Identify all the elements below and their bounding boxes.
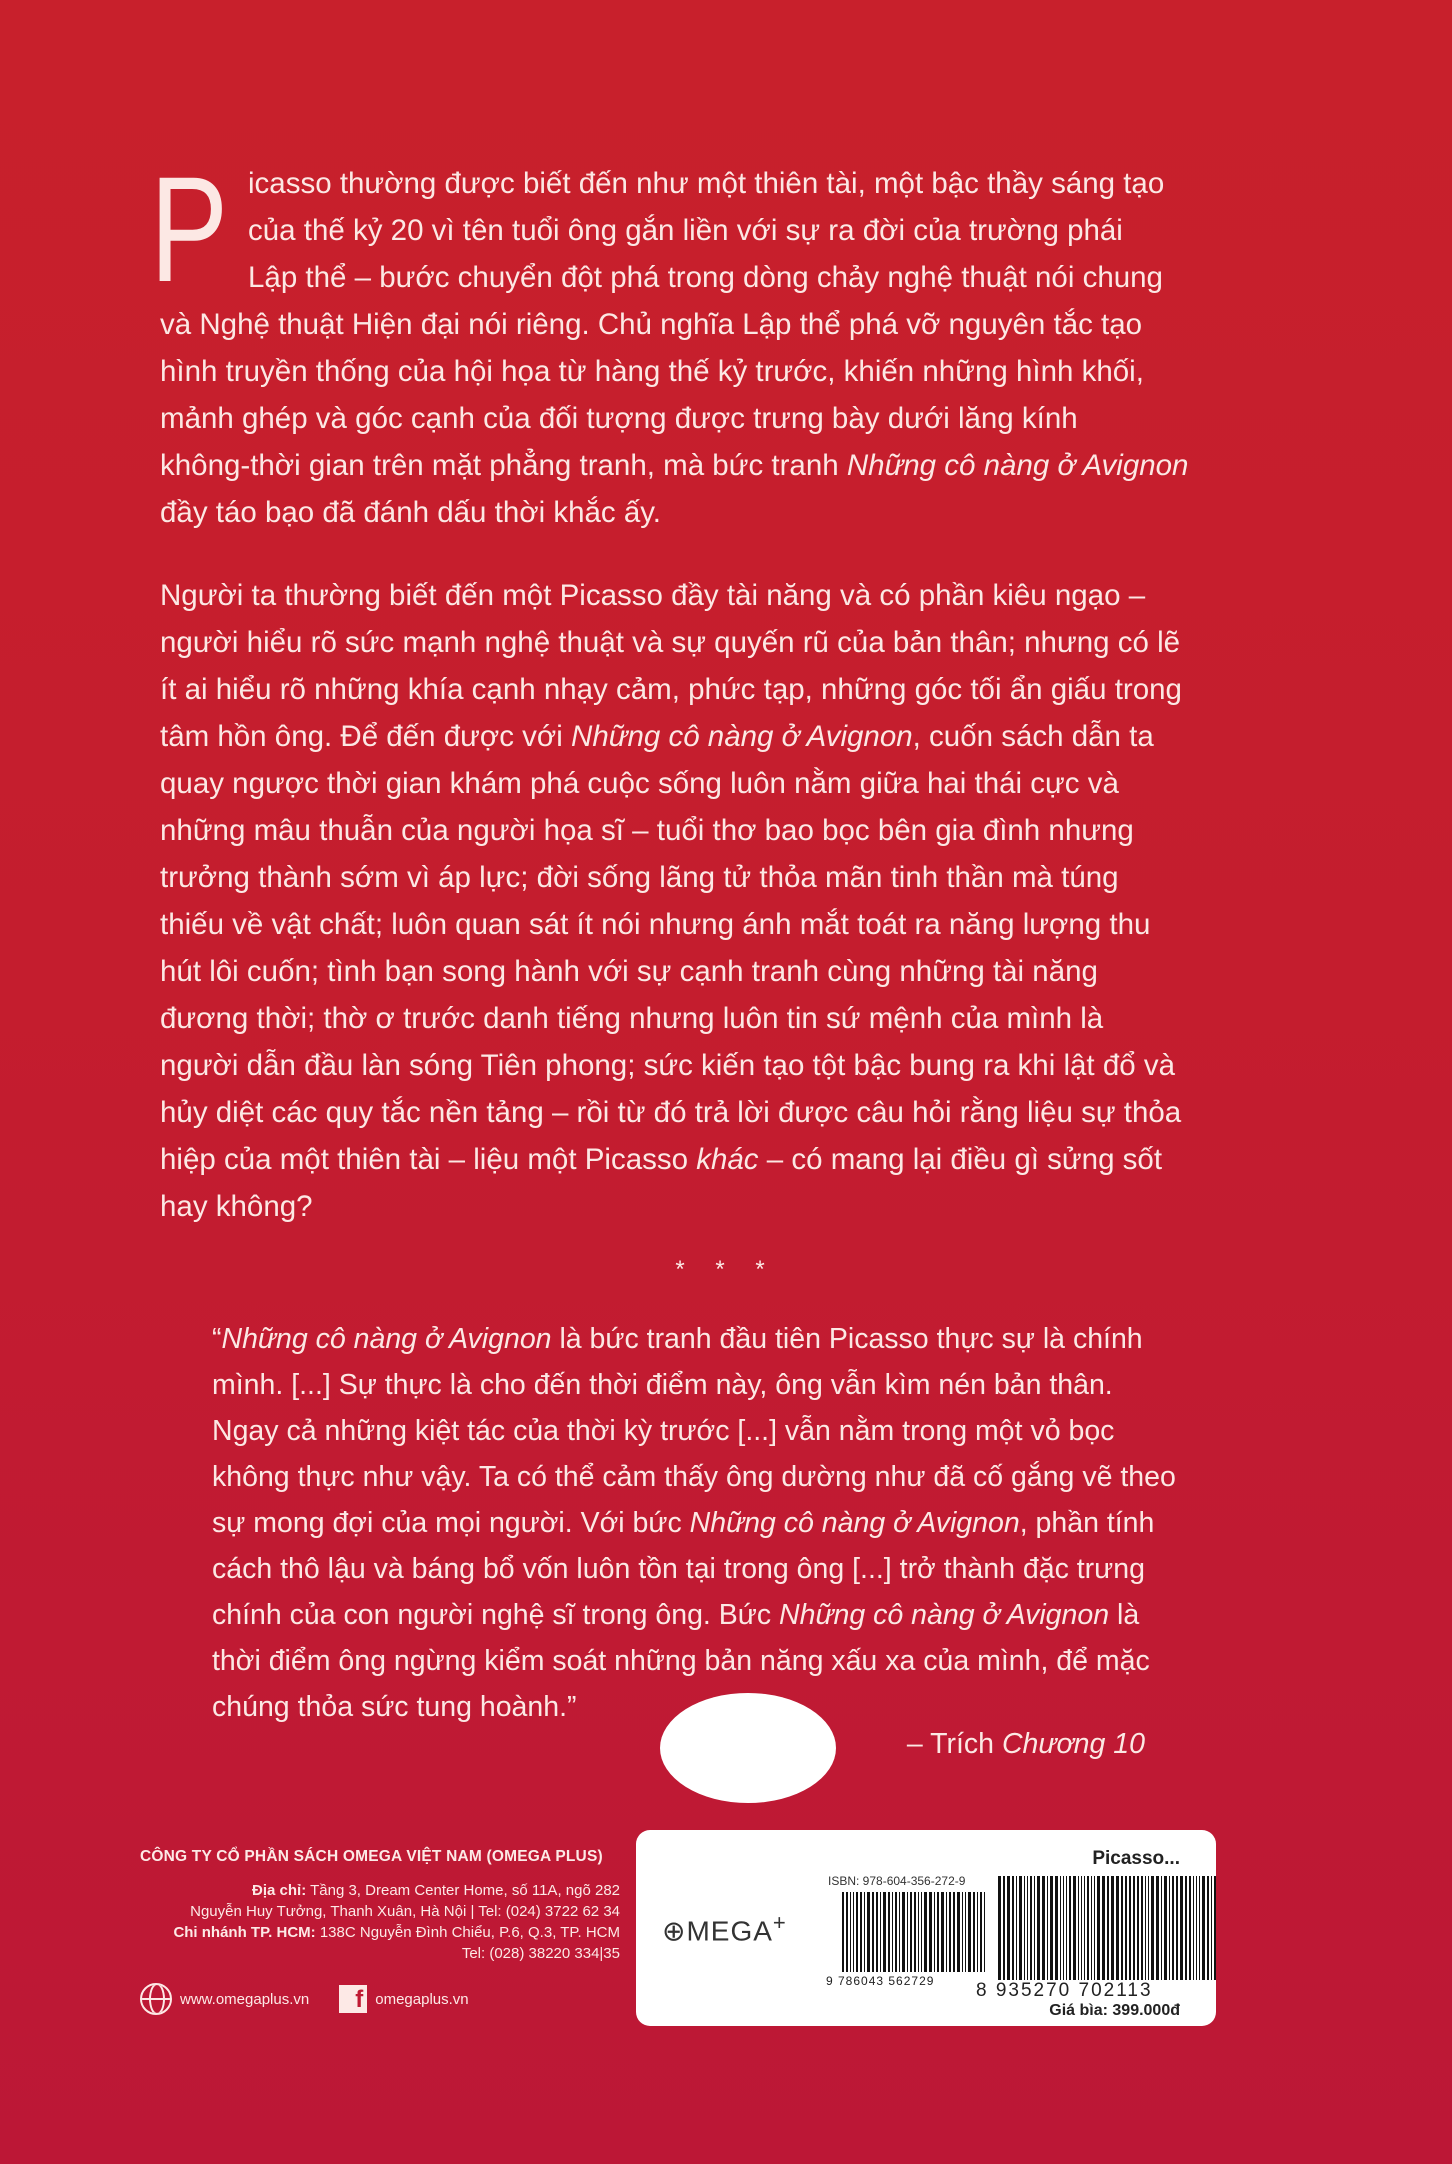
facebook-link[interactable]: omegaplus.vn bbox=[375, 1990, 469, 2008]
barcode-bar bbox=[953, 1892, 955, 1972]
text-line: trưởng thành sớm vì áp lực; đời sống lãng tử thỏa mãn tinh thần mà túng bbox=[160, 861, 1119, 894]
barcode-bar bbox=[899, 1892, 900, 1972]
barcode-bar bbox=[1073, 1876, 1076, 1980]
publisher-name: CÔNG TY CỔ PHẦN SÁCH OMEGA VIỆT NAM (OMEGA PLUS) bbox=[140, 1848, 603, 1865]
barcode-bar bbox=[1019, 1876, 1022, 1980]
barcode-bar bbox=[1097, 1876, 1100, 1980]
barcode-bar bbox=[1111, 1876, 1114, 1980]
barcode-bar bbox=[853, 1892, 854, 1972]
barcode-bar bbox=[1034, 1876, 1035, 1980]
intro-paragraph bbox=[160, 160, 1208, 536]
text-line: và Nghệ thuật Hiện đại nói riêng. Chủ nghĩa Lập thể phá vỡ nguyên tắc tạo bbox=[160, 308, 1143, 341]
sticker-oval bbox=[660, 1693, 836, 1803]
barcode-bar bbox=[968, 1892, 971, 1972]
barcode-bar bbox=[895, 1892, 897, 1972]
barcode-bar bbox=[880, 1892, 881, 1972]
painting-title: Những cô nàng ở Avignon bbox=[571, 720, 913, 753]
barcode-bar bbox=[1185, 1876, 1187, 1980]
text-line: đương thời; thờ ơ trước danh tiếng nhưng luôn tin sứ mệnh của mình là bbox=[160, 1002, 1104, 1035]
barcode-bar bbox=[1156, 1876, 1159, 1980]
barcode-bar bbox=[1129, 1876, 1131, 1980]
barcode-bar bbox=[1164, 1876, 1167, 1980]
text-line: quay ngược thời gian khám phá cuộc sống luôn nằm giữa hai thái cực và bbox=[160, 767, 1119, 800]
barcode-bar bbox=[1193, 1876, 1194, 1980]
barcode-bar bbox=[965, 1892, 966, 1972]
drop-cap: P bbox=[150, 145, 229, 313]
barcode-bar bbox=[973, 1892, 975, 1972]
barcode-bar bbox=[1066, 1876, 1067, 1980]
barcode-bar bbox=[998, 1876, 1001, 1980]
barcode-bar bbox=[1141, 1876, 1143, 1980]
barcode-bar bbox=[946, 1892, 947, 1972]
barcode-bar bbox=[1094, 1876, 1095, 1980]
isbn-label: ISBN: 978-604-356-272-9 bbox=[828, 1874, 966, 1888]
barcode-bar bbox=[1172, 1876, 1174, 1980]
barcode-bar bbox=[892, 1892, 893, 1972]
barcode-bar bbox=[1211, 1876, 1212, 1980]
text-line: người hiểu rõ sức mạnh nghệ thuật và sự quyến rũ của bản thân; nhưng có lẽ bbox=[160, 626, 1181, 659]
text-line: những mâu thuẫn của người họa sĩ – tuổi thơ bao bọc bên gia đình nhưng bbox=[160, 814, 1134, 847]
text-line: Ngay cả những kiệt tác của thời kỳ trước [...] vẫn nằm trong một vỏ bọc bbox=[212, 1415, 1115, 1447]
barcode-bar bbox=[1055, 1876, 1058, 1980]
barcode-bar bbox=[1024, 1876, 1025, 1980]
book-title: Picasso... bbox=[1092, 1848, 1180, 1869]
text-line: “Những cô nàng ở Avignon là bức tranh đầu tiên Picasso thực sự là chính bbox=[212, 1323, 1143, 1355]
barcode-bar bbox=[1116, 1876, 1119, 1980]
barcode-bar bbox=[1145, 1876, 1146, 1980]
text-line: Lập thể – bước chuyển đột phá trong dòng chảy nghệ thuật nói chung bbox=[248, 261, 1163, 294]
barcode-bar bbox=[1047, 1876, 1048, 1980]
barcode-bar bbox=[1081, 1876, 1082, 1980]
barcode-bar bbox=[918, 1892, 919, 1972]
barcode-bar bbox=[846, 1892, 848, 1972]
quote-block bbox=[212, 1316, 1176, 1730]
isbn-barcode bbox=[842, 1892, 987, 1972]
barcode-bar bbox=[914, 1892, 916, 1972]
barcode-bar bbox=[1078, 1876, 1079, 1980]
barcode-bar bbox=[1137, 1876, 1139, 1980]
barcode-bar bbox=[1121, 1876, 1123, 1980]
publisher-links bbox=[140, 1982, 620, 2016]
price-label: Giá bìa: 399.000đ bbox=[1049, 2002, 1180, 2019]
barcode-bar bbox=[1151, 1876, 1154, 1980]
barcode-bar bbox=[949, 1892, 951, 1972]
barcode-bar bbox=[888, 1892, 890, 1972]
barcode-bar bbox=[860, 1892, 862, 1972]
publisher-address: Địa chỉ: Tầng 3, Dream Center Home, số 11A, ngõ 282 Nguyễn Huy Tưởng, Thanh Xuân, Hà Nội | Tel: (024) 3722 62 34 Chi nhánh TP. HCM: 138C Nguyễn Đình Chiểu, P.6, Q.3, TP. HCM Tel: (028) 38220 334|35 bbox=[173, 1882, 620, 1962]
text-line: của thế kỷ 20 vì tên tuổi ông gắn liền với sự ra đời của trường phái bbox=[248, 214, 1123, 247]
text-line: người dẫn đầu làn sóng Tiên phong; sức kiến tạo tột bậc bung ra khi lật đổ và bbox=[160, 1049, 1175, 1082]
barcode-bar bbox=[1107, 1876, 1109, 1980]
text-line: hình truyền thống của hội họa từ hàng thế kỷ trước, khiến những hình khối, bbox=[160, 355, 1144, 388]
barcode-bar bbox=[883, 1892, 886, 1972]
barcode-panel bbox=[636, 1830, 1216, 2026]
text-line: sự mong đợi của mọi người. Với bức Những cô nàng ở Avignon, phần tính bbox=[212, 1507, 1155, 1539]
barcode-bar bbox=[1030, 1876, 1032, 1980]
barcode-bar bbox=[1133, 1876, 1135, 1980]
barcode-bar bbox=[1060, 1876, 1061, 1980]
text-line: đầy táo bạo đã đánh dấu thời khắc ấy. bbox=[160, 496, 661, 529]
text-line: cách thô lậu và báng bổ vốn luôn tồn tại trong ông [...] trở thành đặc trưng bbox=[212, 1553, 1145, 1585]
text-line: chúng thỏa sức tung hoành.” bbox=[212, 1691, 577, 1723]
barcode-bar bbox=[864, 1892, 865, 1972]
barcode-bar bbox=[856, 1892, 858, 1972]
barcode-bar bbox=[1012, 1876, 1014, 1980]
barcode-bar bbox=[872, 1892, 874, 1972]
text-line: hút lôi cuốn; tình bạn song hành với sự cạnh tranh cùng những tài năng bbox=[160, 955, 1098, 988]
painting-title: Những cô nàng ở Avignon bbox=[846, 449, 1189, 482]
isbn-digits: 9 786043 562729 bbox=[826, 1974, 935, 1988]
barcode-bar bbox=[1050, 1876, 1053, 1980]
text-line: thời điểm ông ngừng kiểm soát những bản năng xấu xa của mình, để mặc bbox=[212, 1645, 1150, 1677]
barcode-bar bbox=[1007, 1876, 1010, 1980]
barcode-bar bbox=[941, 1892, 944, 1972]
barcode-bar bbox=[907, 1892, 908, 1972]
barcode-bar bbox=[1202, 1876, 1205, 1980]
barcode-bar bbox=[1087, 1876, 1089, 1980]
publisher-info bbox=[140, 1848, 620, 1964]
barcode-bar bbox=[1214, 1876, 1216, 1980]
barcode-bar bbox=[1003, 1876, 1005, 1980]
ean-digits: 8 935270 702113 bbox=[976, 1980, 1153, 2001]
barcode-bar bbox=[842, 1892, 844, 1972]
barcode-bar bbox=[929, 1892, 932, 1972]
barcode-bar bbox=[850, 1892, 851, 1972]
text-line: không-thời gian trên mặt phẳng tranh, mà bức tranh Những cô nàng ở Avignon bbox=[160, 449, 1189, 482]
barcode-bar bbox=[1161, 1876, 1162, 1980]
barcode-bar bbox=[1125, 1876, 1127, 1980]
text-line: ít ai hiểu rõ những khía cạnh nhạy cảm, phức tạp, những góc tối ẩn giấu trong bbox=[160, 673, 1182, 706]
globe-icon bbox=[140, 1983, 172, 2015]
barcode-bar bbox=[1016, 1876, 1017, 1980]
ean-barcode bbox=[998, 1876, 1218, 1980]
text-line: mình. [...] Sự thực là cho đến thời điểm này, ông vẫn kìm nén bản thân. bbox=[212, 1369, 1113, 1401]
barcode-bar bbox=[921, 1892, 922, 1972]
barcode-bar bbox=[984, 1892, 985, 1972]
barcode-bar bbox=[1199, 1876, 1200, 1980]
barcode-bar bbox=[1027, 1876, 1028, 1980]
text-line: chính của con người nghệ sĩ trong ông. Bức Những cô nàng ở Avignon là bbox=[212, 1599, 1140, 1631]
barcode-bar bbox=[1069, 1876, 1071, 1980]
barcode-bar bbox=[1084, 1876, 1085, 1980]
barcode-bar bbox=[1169, 1876, 1170, 1980]
text-line: Người ta thường biết đến một Picasso đầy tài năng và có phần kiêu ngạo – bbox=[160, 579, 1146, 612]
section-separator: * * * bbox=[675, 1256, 777, 1283]
barcode-bar bbox=[937, 1892, 939, 1972]
barcode-bar bbox=[962, 1892, 963, 1972]
quote-attribution: – Trích Chương 10 bbox=[906, 1728, 1145, 1760]
website-link[interactable]: www.omegaplus.vn bbox=[180, 1990, 310, 2008]
barcode-bar bbox=[1180, 1876, 1183, 1980]
barcode-bar bbox=[1091, 1876, 1092, 1980]
barcode-bar bbox=[924, 1892, 927, 1972]
body-paragraph bbox=[160, 572, 1208, 1230]
text-line: hủy diệt các quy tắc nền tảng – rồi từ đó trả lời được câu hỏi rằng liệu sự thỏa bbox=[160, 1096, 1182, 1129]
facebook-icon: f bbox=[339, 1985, 367, 2013]
barcode-bar bbox=[910, 1892, 912, 1972]
barcode-bar bbox=[934, 1892, 935, 1972]
text-line: tâm hồn ông. Để đến được với Những cô nàng ở Avignon, cuốn sách dẫn ta bbox=[160, 720, 1154, 753]
text-line: hay không? bbox=[160, 1190, 313, 1223]
text-line: hiệp của một thiên tài – liệu một Picasso khác – có mang lại điều gì sửng sốt bbox=[160, 1143, 1163, 1176]
omega-logo: ⊕MEGA+ bbox=[662, 1910, 787, 1947]
barcode-bar bbox=[867, 1892, 870, 1972]
barcode-bar bbox=[1196, 1876, 1197, 1980]
text-line: thiếu về vật chất; luôn quan sát ít nói nhưng ánh mắt toát ra năng lượng thu bbox=[160, 908, 1151, 941]
text-line: icasso thường được biết đến như một thiên tài, một bậc thầy sáng tạo bbox=[248, 167, 1165, 200]
barcode-bar bbox=[902, 1892, 905, 1972]
barcode-bar bbox=[957, 1892, 960, 1972]
barcode-bar bbox=[1042, 1876, 1045, 1980]
text-line: không thực như vậy. Ta có thể cảm thấy ông dường như đã cố gắng vẽ theo bbox=[212, 1461, 1176, 1493]
text-line: mảnh ghép và góc cạnh của đối tượng được trưng bày dưới lăng kính bbox=[160, 402, 1078, 435]
barcode-bar bbox=[977, 1892, 978, 1972]
barcode-bar bbox=[1207, 1876, 1209, 1980]
barcode-bar bbox=[980, 1892, 982, 1972]
barcode-bar bbox=[1148, 1876, 1149, 1980]
barcode-bar bbox=[1102, 1876, 1105, 1980]
barcode-bar bbox=[876, 1892, 878, 1972]
barcode-bar bbox=[1189, 1876, 1191, 1980]
barcode-bar bbox=[1176, 1876, 1178, 1980]
barcode-bar bbox=[1037, 1876, 1040, 1980]
barcode-bar bbox=[1063, 1876, 1064, 1980]
